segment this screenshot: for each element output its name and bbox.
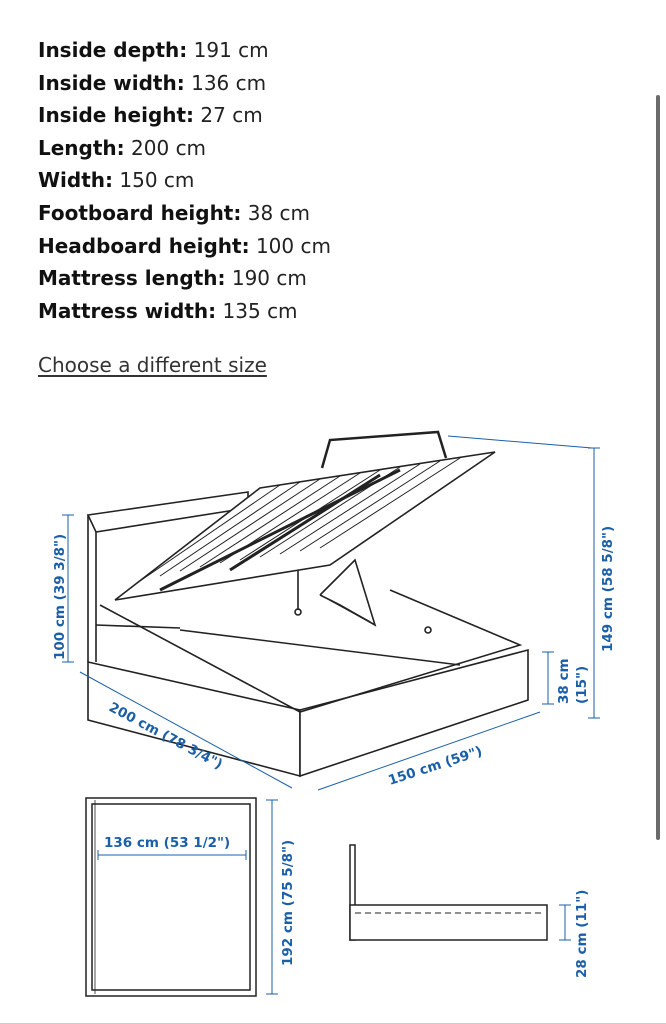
footboard-height-in-dimension: (15") — [574, 665, 590, 704]
bed-top-view — [86, 798, 256, 996]
spec-inside-width: Inside width: 136 cm — [38, 70, 267, 95]
lifted-slat-frame — [115, 452, 495, 600]
spec-width: Width: 150 cm — [38, 168, 195, 193]
spec-footboard-height: Footboard height: 38 cm — [38, 200, 311, 225]
spec-inside-height: Inside height: 27 cm — [38, 103, 263, 128]
bed-base-front-right — [300, 650, 528, 776]
inside-height-dimension: 28 cm (11") — [574, 889, 590, 978]
width-dimension: 150 cm (59") — [386, 743, 485, 789]
total-height-dimension: 149 cm (58 5/8") — [600, 525, 616, 652]
bed-side-profile — [350, 845, 547, 940]
footboard-height-cm-dimension: 38 cm — [556, 658, 572, 704]
inside-width-dimension: 136 cm (53 1/2") — [104, 835, 231, 851]
spec-mattress-width: Mattress width: 135 cm — [38, 298, 298, 323]
inside-depth-dimension: 192 cm (75 5/8") — [280, 839, 296, 966]
headboard-height-dimension: 100 cm (39 3/8") — [52, 533, 68, 660]
spec-length: Length: 200 cm — [38, 135, 207, 160]
spec-mattress-length: Mattress length: 190 cm — [38, 266, 307, 291]
length-dimension: 200 cm (78 3/4") — [106, 699, 226, 773]
spec-inside-depth: Inside depth: 191 cm — [38, 38, 269, 62]
choose-different-size-link[interactable]: Choose a different size — [38, 353, 267, 377]
bed-dimension-diagram — [0, 400, 666, 1020]
spec-headboard-height: Headboard height: 100 cm — [38, 233, 331, 258]
product-specs-list — [38, 34, 331, 327]
